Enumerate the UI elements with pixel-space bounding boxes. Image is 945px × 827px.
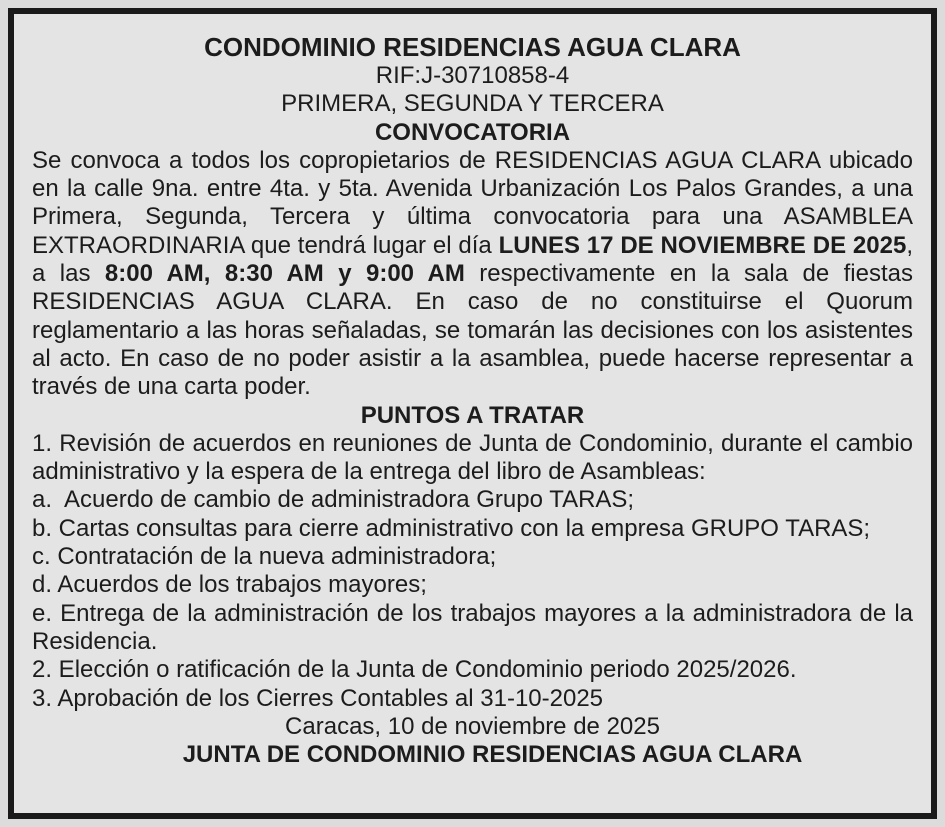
notice-heading: CONVOCATORIA [374, 118, 571, 146]
signatory: JUNTA DE CONDOMINIO RESIDENCIAS AGUA CLARA [182, 741, 803, 769]
meeting-times: 8:00 AM, 8:30 AM y 9:00 AM [104, 260, 465, 288]
notice-content [32, 32, 913, 769]
agenda-item: b. Cartas consultas para cierre administrativo con la empresa GRUPO TARAS; [32, 514, 871, 542]
agenda-item: 3. Aprobación de los Cierres Contables al 31-10-2025 [32, 684, 604, 712]
convocation-paragraph [32, 147, 913, 402]
notice-frame [8, 8, 937, 819]
rif-number: RIF:J-30710858-4 [375, 62, 570, 89]
place-date: Caracas, 10 de noviembre de 2025 [285, 712, 660, 740]
notice-title: CONDOMINIO RESIDENCIAS AGUA CLARA [204, 32, 741, 62]
agenda-item: c. Contratación de la nueva administradora; [32, 543, 497, 571]
agenda-item: 2. Elección o ratificación de la Junta de Condominio periodo 2025/2026. [32, 656, 797, 684]
paragraph-text-2: , a las [32, 231, 913, 288]
agenda-item: e. Entrega de la administración de los trabajos mayores a la administradora de la Residencia. [32, 599, 913, 655]
agenda-item: d. Acuerdos de los trabajos mayores; [32, 571, 427, 599]
agenda-item: 1. Revisión de acuerdos en reuniones de Junta de Condominio, durante el cambio administrativo y la espera de la entrega del libro de Asambleas: [32, 429, 913, 486]
agenda-heading: PUNTOS A TRATAR [360, 401, 585, 429]
paragraph-text-1: Se convoca a todos los copropietarios de RESIDENCIAS AGUA CLARA ubicado en la calle 9na. entre 4ta. y 5ta. Avenida Urbanización Los Palos Grandes, a una Primera, Segunda, Tercera y última convocatoria para una ASAMBLEA EXTRAORDINARIA que tendrá lugar el día [32, 146, 913, 259]
agenda-item: a. Acuerdo de cambio de administradora Grupo TARAS; [32, 486, 635, 514]
paragraph-text-3: respectivamente en la sala de fiestas RESIDENCIAS AGUA CLARA. En caso de no constituirse el Quorum reglamentario a las horas señaladas, se tomarán las decisiones con los asistentes al acto. En caso de no poder asistir a la asamblea, puede hacerse representar a través de una carta poder. [32, 260, 913, 401]
notice-subtitle: PRIMERA, SEGUNDA Y TERCERA [281, 90, 664, 118]
meeting-date: LUNES 17 DE NOVIEMBRE DE 2025 [498, 231, 907, 259]
